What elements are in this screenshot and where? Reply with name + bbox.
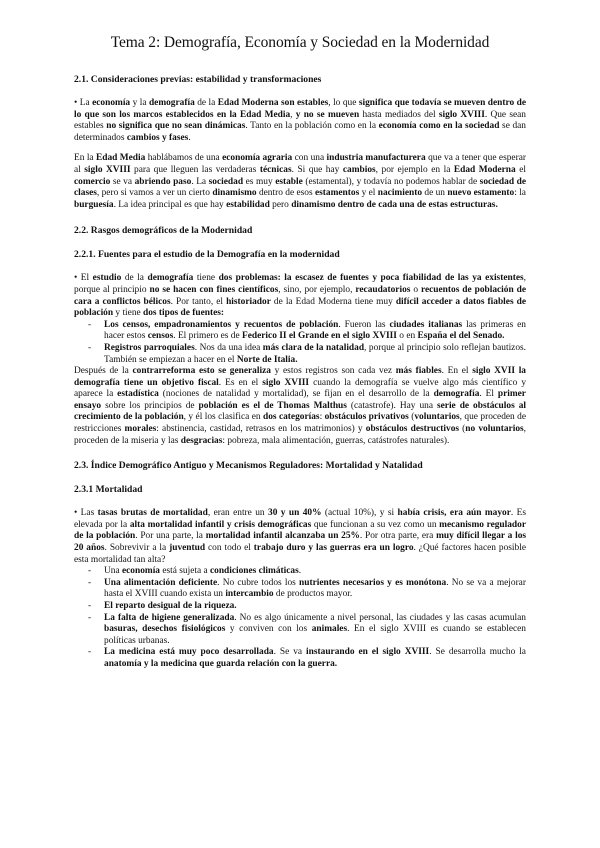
list-item: - Los censos, empadronamientos y recuentos de población. Fueron las ciudades italianas las primeras en hacer estos censos. El primero es de Federico II el Grande en el siglo XVIII o en España el del Senado. xyxy=(74,320,526,343)
paragraph-edad-media: En la Edad Media hablábamos de una economía agraria con una industria manufacturera que va a tener que esperar al siglo XVIII para que lleguen las verdaderas técnicas. Si que hay cambios, por ejemplo en la Edad Moderna el comercio se va abriendo paso. La sociedad es muy estable (estamental), y todavía no podemos hablar de sociedad de clases, pero si vamos a ver un cierto dinamismo dentro de esos estamentos y el nacimiento de un nuevo estamento: la burguesía. La idea principal es que hay estabilidad pero dinamismo dentro de cada una de estas estructuras. xyxy=(74,153,526,210)
list-item: - La falta de higiene generalizada. No es algo únicamente a nivel personal, las ciudades y las casas acumulan basuras, desechos fisiológicos y conviven con los animales. En el siglo XVIII es cuando se establecen políticas urbanas. xyxy=(74,613,526,648)
document-page xyxy=(74,34,526,671)
factores-list xyxy=(74,566,526,670)
list-item: - La medicina está muy poco desarrollada. Se va instaurando en el siglo XVIII. Se desarrolla mucho la anatomía y la medicina que guarda relación con la guerra. xyxy=(74,647,526,670)
fuentes-list xyxy=(74,320,526,366)
list-item: - Registros parroquiales. Nos da una idea más clara de la natalidad, porque al principio solo reflejan bautizos. También se empiezan a hacer en el Norte de Italia. xyxy=(74,343,526,366)
page-title: Tema 2: Demografía, Economía y Sociedad en la Modernidad xyxy=(110,34,490,51)
paragraph-mortalidad: • Las tasas brutas de mortalidad, eran entre un 30 y un 40% (actual 10%), y si había crisis, era aún mayor. Es elevada por la alta mortalidad infantil y crisis demográficas que funcionan a su vez como un mecanismo regulador de la población. Por una parte, la mortalidad infantil alcanzaba un 25%. Por otra parte, era muy difícil llegar a los 20 años. Sobrevivir a la juventud con todo el trabajo duro y las guerras era un logro. ¿Qué factores hacen posible esta mortalidad tan alta? xyxy=(74,508,527,565)
subsection-heading-2-3-1: 2.3.1 Mortalidad xyxy=(74,484,143,496)
section-heading-2-3: 2.3. Índice Demográfico Antiguo y Mecanismos Reguladores: Mortalidad y Natalidad xyxy=(74,460,423,472)
section-heading-2-2: 2.2. Rasgos demográficos de la Modernidad xyxy=(74,225,253,237)
list-item: - El reparto desigual de la riqueza. xyxy=(74,601,526,613)
paragraph-fuentes: • El estudio de la demografía tiene dos problemas: la escasez de fuentes y poca fiabilidad de las ya existentes, porque al principio no se hacen con fines científicos, sino, por ejemplo, recaudatorios o recuentos de población de cara a conflictos bélicos. Por tanto, el historiador de la Edad Moderna tiene muy difícil acceder a datos fiables de población y tiene dos tipos de fuentes: xyxy=(74,273,527,319)
section-heading-2-1: 2.1. Consideraciones previas: estabilidad y transformaciones xyxy=(74,74,322,85)
list-item: - Una alimentación deficiente. No cubre todos los nutrientes necesarios y es monótona. No se va a mejorar hasta el XVIII cuando exista un intercambio de productos mayor. xyxy=(74,578,526,601)
subsection-heading-2-2-1: 2.2.1. Fuentes para el estudio de la Demografía en la modernidad xyxy=(74,249,340,261)
paragraph-malthus: Después de la contrarreforma esto se generaliza y estos registros son cada vez más fiables. En el siglo XVII la demografía tiene un objetivo fiscal. Es en el siglo XVIII cuando la demografía se vuelve algo más científico y aparece la estadística (nociones de natalidad y mortalidad), se fijan en el desarrollo de la demografía. El primer ensayo sobre los principios de población es el de Thomas Malthus (catastrofe). Hay una serie de obstáculos al crecimiento de la población, y él los clasifica en dos categorías: obstáculos privativos (voluntarios, que proceden de restricciones morales: abstinencia, castidad, retrasos en los matrimonios) y obstáculos destructivos (no voluntarios, proceden de la miseria y las desgracias: pobreza, mala alimentación, guerras, catástrofes naturales). xyxy=(74,366,527,446)
list-item: - Una economía está sujeta a condiciones climáticas. xyxy=(74,566,526,578)
paragraph-stability: • La economía y la demografía de la Edad Moderna son estables, lo que significa que todavía se mueven dentro de lo que son los marcos establecidos en la Edad Media, y no se mueven hasta mediados del siglo XVIII. Que sean estables no significa que no sean dinámicas. Tanto en la población como en la economía como en la sociedad se dan determinados cambios y fases. xyxy=(74,98,526,143)
